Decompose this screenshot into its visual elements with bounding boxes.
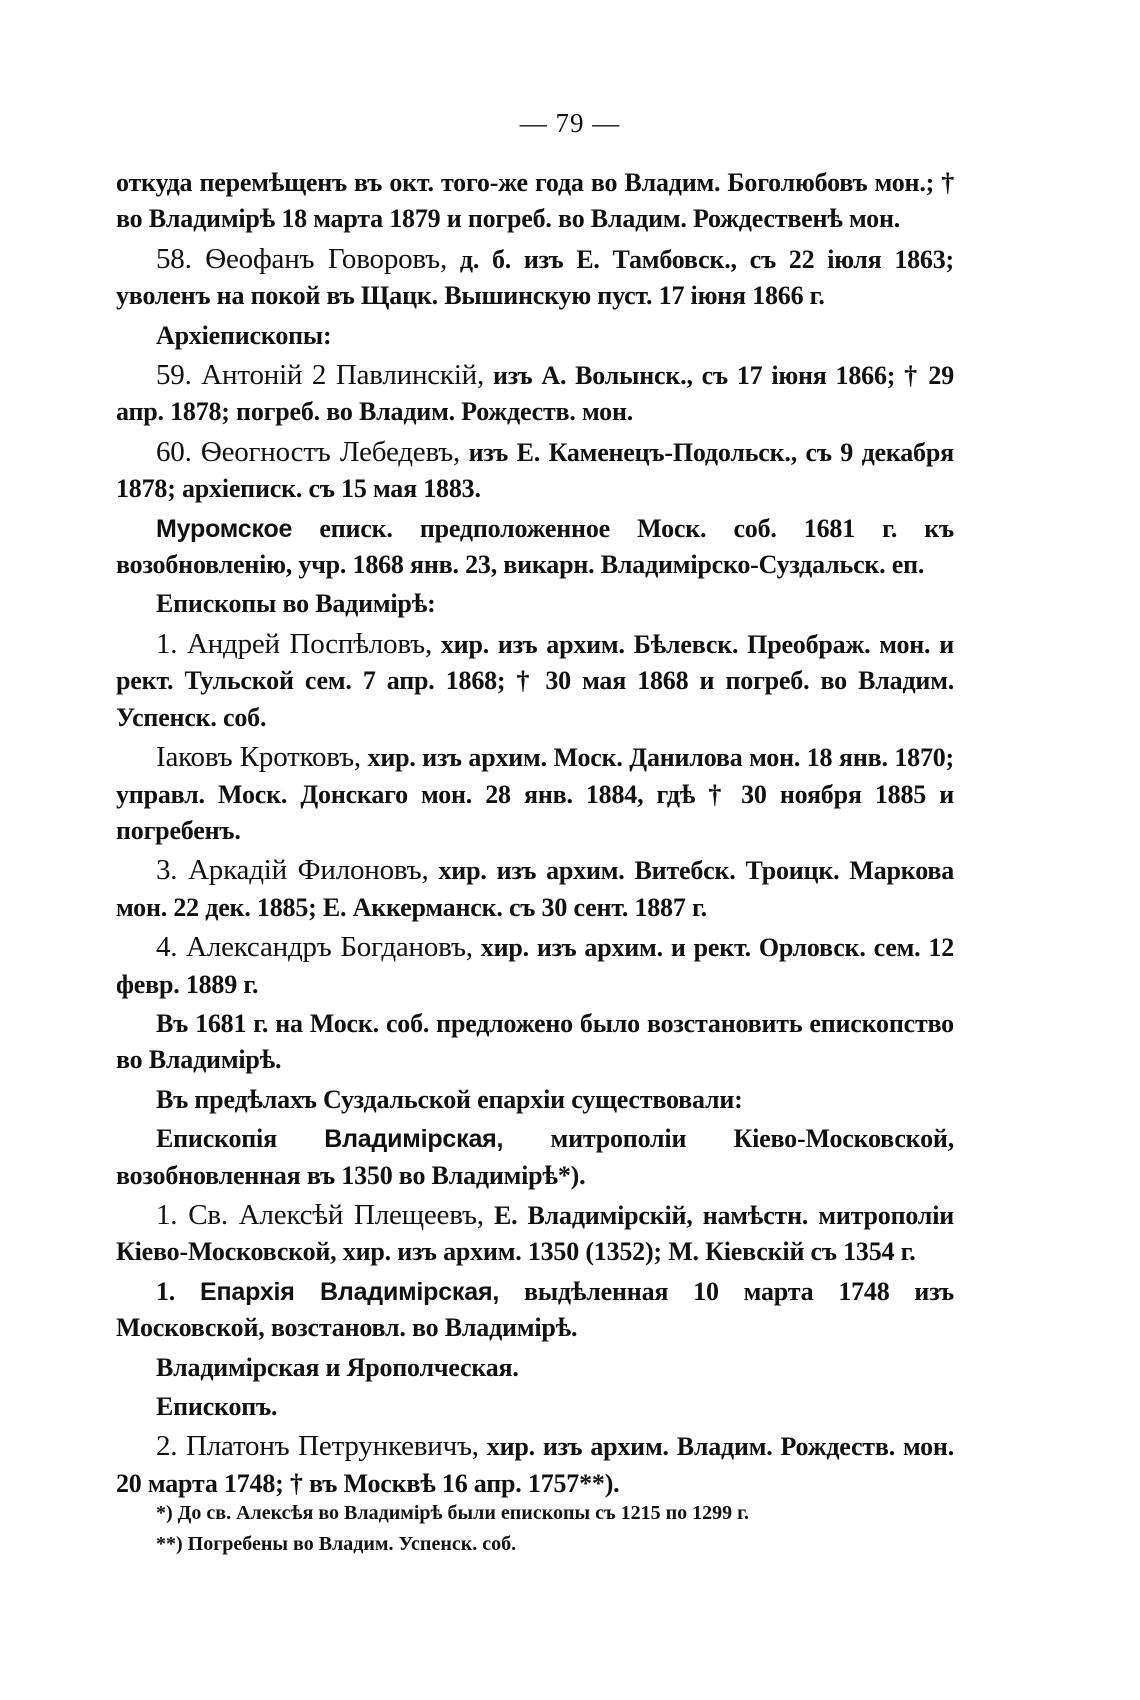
text-run: хир. изъ архим. Владим. Рождеств. мон. 20 марта 1748; † въ Москвѣ 16 апр. 1757**). bbox=[116, 1432, 954, 1498]
paragraph bbox=[116, 511, 954, 584]
text-run: Епископія bbox=[156, 1124, 325, 1154]
paragraph bbox=[116, 357, 954, 431]
paragraph bbox=[116, 739, 954, 849]
paragraph bbox=[116, 1197, 954, 1271]
entry-name: 2. Платонъ Петрункевичъ, bbox=[156, 1430, 479, 1463]
paragraph bbox=[116, 1121, 954, 1194]
text-run: изъ А. Волынск., съ 17 іюня 1866; † 29 апр. 1878; погреб. во Владим. Рождеств. мон. bbox=[116, 361, 954, 427]
paragraph bbox=[116, 929, 954, 1003]
paragraph bbox=[116, 852, 954, 926]
text-run: хир. изъ архим. и рект. Орловск. сем. 12 февр. 1889 г. bbox=[116, 933, 954, 999]
entry-name: 59. Антоній 2 Павлинскій, bbox=[156, 359, 485, 392]
entry-name: 4. Александръ Богдановъ, bbox=[156, 931, 473, 964]
page-number: — 79 — bbox=[519, 108, 621, 138]
diocese-title: Муромское bbox=[156, 514, 293, 543]
diocese-title: Владимірская, bbox=[324, 1125, 504, 1154]
paragraph bbox=[116, 1274, 954, 1347]
text-run: д. б. изъ Е. Тамбовск., съ 22 іюля 1863; уволенъ на покой въ Щацк. Вышинскую пуст. 17 іюня 1866 г. bbox=[116, 244, 954, 311]
paragraph bbox=[116, 1006, 954, 1079]
text-run: откуда перемѣщенъ въ окт. того-же года во Владим. Боголюбовъ мон.; † во Владимірѣ 18 марта 1879 и погреб. во Владим. Рождественѣ мон. bbox=[116, 168, 954, 234]
text-run: еписк. предположенное Моск. соб. 1681 г. къ возобновленію, учр. 1868 янв. 23, викарн. Владимірско-Суздальск. еп. bbox=[116, 513, 954, 580]
paragraph bbox=[116, 165, 954, 238]
section-heading bbox=[116, 1350, 954, 1386]
section-heading bbox=[116, 1082, 954, 1118]
entry-name: 3. Аркадій Филоновъ, bbox=[156, 854, 429, 887]
text-run: изъ Е. Каменецъ-Подольск., съ 9 декабря 1878; архіеписк. съ 15 мая 1883. bbox=[116, 437, 954, 504]
entry-name: 1. Андрей Поспѣловъ, bbox=[156, 627, 432, 660]
text-run: Епископы во Вадимірѣ: bbox=[156, 589, 436, 619]
text-run: митрополіи Кіево-Московской, возобновленная въ 1350 во Владимірѣ*). bbox=[116, 1124, 954, 1190]
text-run: Архіепископы: bbox=[156, 320, 332, 350]
text-run: Владимірская и Ярополческая. bbox=[156, 1352, 519, 1382]
entry-name: 1. Св. Алексѣй Плещеевъ, bbox=[156, 1198, 484, 1231]
text-run: Въ 1681 г. на Моск. соб. предложено было возстановить епископство во Владимірѣ. bbox=[116, 1008, 954, 1075]
diocese-title: Епархія Владимірская, bbox=[200, 1277, 500, 1306]
section-heading bbox=[116, 1389, 954, 1425]
text-run: Епископъ. bbox=[156, 1392, 278, 1421]
section-heading bbox=[116, 318, 954, 354]
text-run: Въ предѣлахъ Суздальской епархіи существовали: bbox=[156, 1084, 743, 1114]
text-run: 1. bbox=[156, 1276, 201, 1306]
text-run: Е. Владимірскій, намѣстн. митрополіи Кіево-Московской, хир. изъ архим. 1350 (1352); М. Кіевскій съ 1354 г. bbox=[116, 1200, 954, 1267]
paragraph bbox=[116, 1428, 954, 1502]
text-run: хир. изъ архим. Моск. Данилова мон. 18 янв. 1870; управл. Моск. Донскаго мон. 28 янв. 1884, гдѣ † 30 ноября 1885 и погребенъ. bbox=[116, 743, 954, 845]
entry-name: 60. Ѳеогностъ Лебедевъ, bbox=[156, 435, 461, 468]
footnote: **) Погребены во Владим. Успенск. соб. bbox=[156, 1533, 517, 1555]
entry-name: 58. Ѳеофанъ Говоровъ, bbox=[156, 242, 448, 275]
paragraph bbox=[116, 434, 954, 508]
footnote: *) До св. Алексѣя во Владимірѣ были епископы съ 1215 по 1299 г. bbox=[156, 1502, 749, 1524]
footnotes bbox=[116, 1498, 954, 1560]
text-run: выдѣленная 10 марта 1748 изъ Московской, возстановл. во Владимірѣ. bbox=[116, 1276, 954, 1343]
paragraph bbox=[116, 241, 954, 315]
section-heading bbox=[116, 586, 954, 622]
page-body bbox=[116, 165, 954, 1505]
paragraph bbox=[116, 626, 954, 736]
text-run: хир. изъ архим. Витебск. Троицк. Маркова мон. 22 дек. 1885; Е. Аккерманск. съ 30 сент. 1887 г. bbox=[116, 856, 954, 922]
text-run: хир. изъ архим. Бѣлевск. Преображ. мон. и рект. Тульской сем. 7 апр. 1868; † 30 мая 1868 и погреб. во Владим. Успенск. соб. bbox=[116, 629, 954, 732]
entry-name: Іаковъ Кротковъ, bbox=[156, 741, 361, 774]
